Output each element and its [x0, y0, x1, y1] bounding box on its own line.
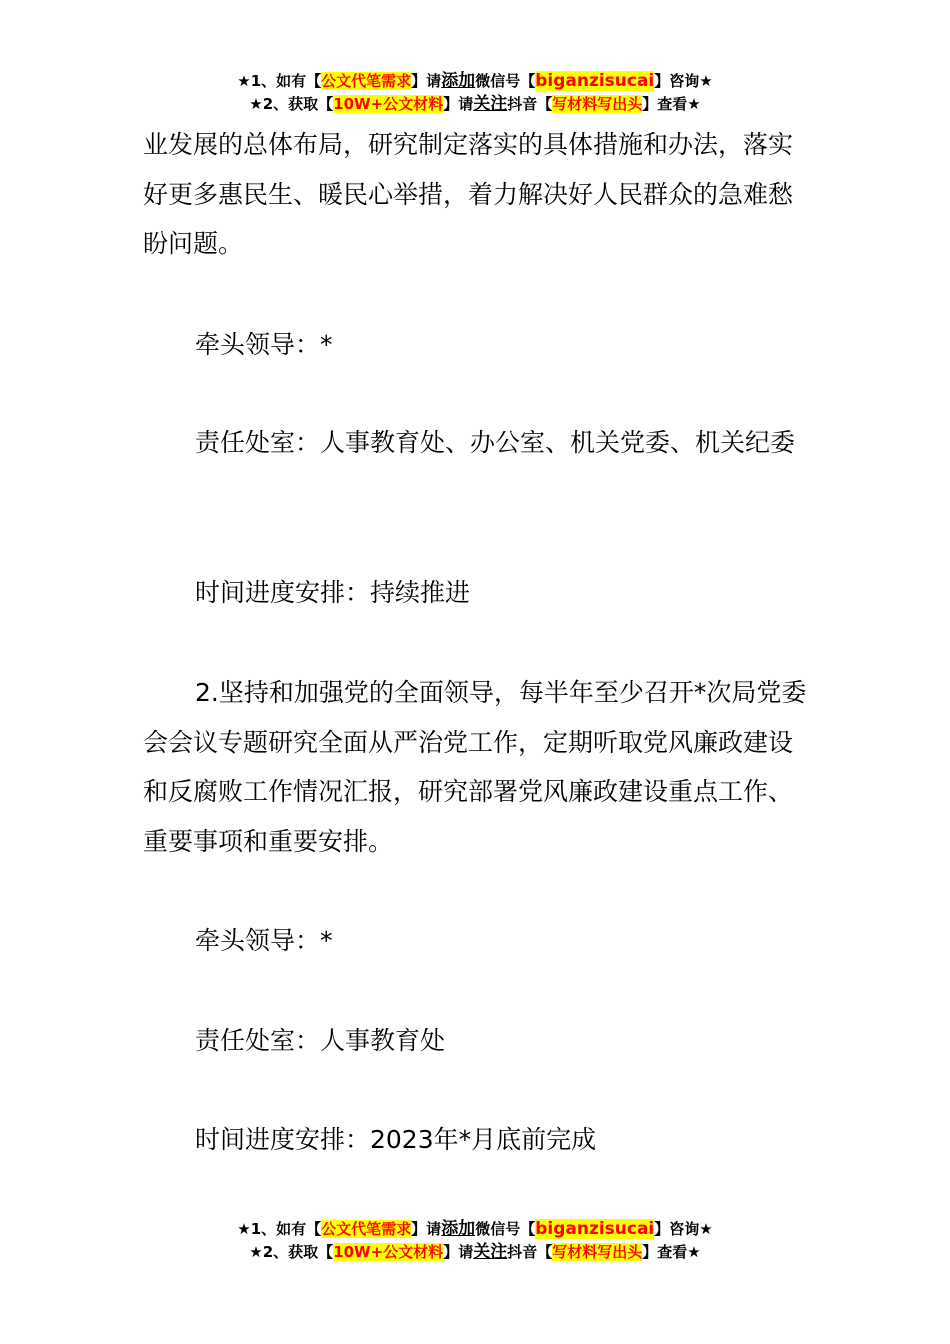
banner-text: 】请: [411, 1220, 442, 1238]
paragraph-continuation: 业发展的总体布局，研究制定落实的具体措施和办法，落实好更多惠民生、暖民心举措，着力解决好人民群众的急难愁盼问题。: [143, 130, 794, 258]
banner-wechat-id: biganzisucai: [535, 71, 655, 91]
banner-highlight: 公文代笔需求: [321, 1220, 412, 1238]
banner-line-1: [0, 70, 950, 93]
item-2-paragraph: 2.坚持和加强党的全面领导，每半年至少召开*次局党委会会议专题研究全面从严治党工作，定期听取党风廉政建设和反腐败工作情况汇报，研究部署党风廉政建设重点工作、重要事项和重要安排。: [143, 678, 807, 856]
banner-line-2: [0, 93, 950, 116]
banner-highlight: 写材料写出头: [552, 1243, 643, 1261]
schedule-line: 时间进度安排：2023年*月底前完成: [195, 1125, 597, 1154]
banner-underlined: 添加: [441, 1219, 476, 1239]
banner-text: 】请: [443, 1243, 474, 1261]
banner-text: 】查看★: [642, 1243, 701, 1261]
banner-text: 抖音【: [507, 95, 553, 113]
banner-text: ★2、获取【: [249, 95, 334, 113]
banner-text: 】请: [411, 72, 442, 90]
banner-text: ★1、如有【: [237, 72, 322, 90]
banner-text: 微信号【: [475, 72, 536, 90]
banner-wechat-id: biganzisucai: [535, 1219, 655, 1239]
banner-underlined: 添加: [441, 71, 476, 91]
banner-text: 】查看★: [642, 95, 701, 113]
banner-highlight: 10W+公文材料: [333, 95, 444, 113]
banner-line-1: [0, 1218, 950, 1241]
banner-highlight: 10W+公文材料: [333, 1243, 444, 1261]
lead-leader-line: 牵头领导：*: [195, 926, 333, 955]
responsible-office-line: 责任处室：人事教育处: [195, 1026, 446, 1055]
lead-leader-line: 牵头领导：*: [195, 330, 333, 359]
banner-text: 抖音【: [507, 1243, 553, 1261]
banner-underlined: 关注: [473, 1242, 508, 1262]
banner-text: 微信号【: [475, 1220, 536, 1238]
banner-highlight: 公文代笔需求: [321, 72, 412, 90]
banner-text: 】请: [443, 95, 474, 113]
banner-line-2: [0, 1241, 950, 1264]
banner-text: ★1、如有【: [237, 1220, 322, 1238]
banner-text: 】咨询★: [654, 1220, 713, 1238]
banner-text: ★2、获取【: [249, 1243, 334, 1261]
responsible-office-line: 责任处室：人事教育处、办公室、机关党委、机关纪委: [195, 428, 796, 457]
banner-underlined: 关注: [473, 94, 508, 114]
top-banner: [0, 70, 950, 116]
banner-text: 】咨询★: [654, 72, 713, 90]
schedule-line: 时间进度安排：持续推进: [195, 578, 471, 607]
bottom-banner: [0, 1218, 950, 1264]
banner-highlight: 写材料写出头: [552, 95, 643, 113]
